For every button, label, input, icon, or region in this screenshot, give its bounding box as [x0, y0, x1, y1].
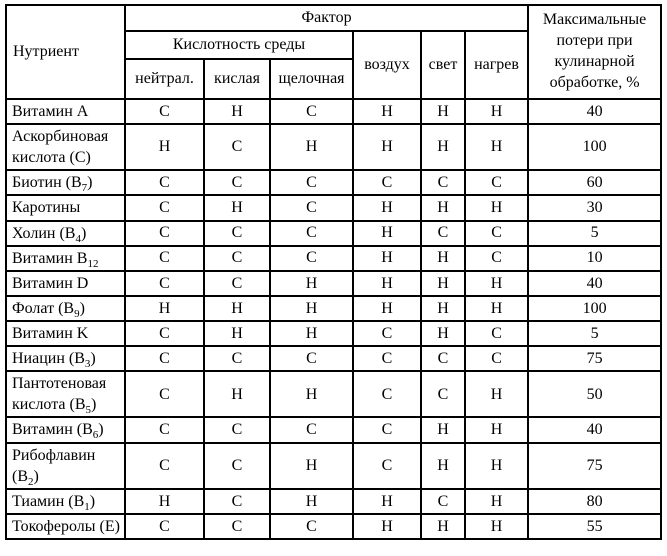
stability-value-cell: Н — [465, 99, 528, 124]
stability-value-cell: С — [353, 321, 421, 346]
stability-value-cell: С — [125, 195, 204, 220]
stability-value-cell: С — [421, 489, 465, 514]
nutrient-name-cell: Рибофлавин $(B_2)$ — [6, 443, 125, 489]
max-loss-value-cell: 80 — [528, 489, 661, 514]
stability-value-cell: С — [204, 246, 270, 271]
stability-value-cell: С — [204, 346, 270, 371]
stability-value-cell: Н — [421, 195, 465, 220]
nutrient-name-cell: Ниацин $(B_3)$ — [6, 346, 125, 371]
max-loss-value-cell: 5 — [528, 221, 661, 246]
stability-value-cell: Н — [270, 271, 353, 296]
max-loss-value-cell: 100 — [528, 296, 661, 321]
stability-value-cell: С — [465, 221, 528, 246]
table-row — [6, 514, 661, 539]
stability-value-cell: С — [421, 170, 465, 195]
nutrient-name-cell: Пантотеновая кислота $(B_5)$ — [6, 371, 125, 417]
stability-value-cell: С — [353, 346, 421, 371]
stability-value-cell: Н — [465, 443, 528, 489]
header-acidity-group: Кислотность среды — [125, 31, 353, 59]
stability-value-cell: Н — [204, 371, 270, 417]
stability-value-cell: Н — [353, 99, 421, 124]
stability-value-cell: Н — [421, 514, 465, 539]
stability-value-cell: С — [270, 99, 353, 124]
stability-value-cell: Н — [270, 321, 353, 346]
table-row — [6, 271, 661, 296]
stability-value-cell: Н — [204, 296, 270, 321]
table-row — [6, 371, 661, 417]
max-loss-value-cell: 40 — [528, 99, 661, 124]
max-loss-value-cell: 50 — [528, 371, 661, 417]
stability-value-cell: С — [204, 170, 270, 195]
stability-value-cell: Н — [125, 296, 204, 321]
stability-value-cell: С — [270, 246, 353, 271]
stability-value-cell: С — [270, 170, 353, 195]
stability-value-cell: С — [125, 346, 204, 371]
stability-value-cell: С — [125, 221, 204, 246]
header-nutrient: Нутриент — [6, 5, 125, 99]
stability-value-cell: С — [125, 246, 204, 271]
max-loss-value-cell: 75 — [528, 443, 661, 489]
stability-value-cell: Н — [421, 296, 465, 321]
stability-value-cell: С — [204, 489, 270, 514]
stability-value-cell: С — [125, 99, 204, 124]
stability-value-cell: Н — [421, 443, 465, 489]
max-loss-value-cell: 75 — [528, 346, 661, 371]
max-loss-value-cell: 5 — [528, 321, 661, 346]
stability-value-cell: Н — [421, 321, 465, 346]
stability-value-cell: С — [270, 195, 353, 220]
stability-value-cell: Н — [353, 246, 421, 271]
stability-value-cell: Н — [125, 124, 204, 170]
stability-value-cell: С — [465, 321, 528, 346]
stability-value-cell: С — [125, 371, 204, 417]
table-row — [6, 221, 661, 246]
stability-value-cell: С — [125, 170, 204, 195]
header-factor: Фактор — [125, 5, 528, 31]
header-heat: нагрев — [465, 31, 528, 99]
stability-value-cell: С — [270, 514, 353, 539]
stability-value-cell: С — [125, 514, 204, 539]
max-loss-value-cell: 55 — [528, 514, 661, 539]
stability-value-cell: Н — [204, 195, 270, 220]
table-row — [6, 346, 661, 371]
stability-value-cell: С — [204, 443, 270, 489]
nutrient-name-cell: Каротины — [6, 195, 125, 220]
header-alkaline: щелочная — [270, 59, 353, 99]
stability-value-cell: Н — [270, 489, 353, 514]
stability-value-cell: С — [353, 371, 421, 417]
table-row — [6, 99, 661, 124]
stability-value-cell: Н — [204, 321, 270, 346]
stability-value-cell: С — [353, 170, 421, 195]
table-row — [6, 489, 661, 514]
max-loss-value-cell: 40 — [528, 271, 661, 296]
stability-value-cell: С — [270, 221, 353, 246]
nutrient-name-cell: Токоферолы (E) — [6, 514, 125, 539]
stability-value-cell: С — [204, 271, 270, 296]
stability-value-cell: Н — [353, 221, 421, 246]
stability-value-cell: С — [125, 417, 204, 442]
max-loss-value-cell: 100 — [528, 124, 661, 170]
stability-value-cell: Н — [353, 489, 421, 514]
nutrient-name-cell: Аскорбиновая кислота (C) — [6, 124, 125, 170]
stability-value-cell: Н — [270, 443, 353, 489]
stability-value-cell: Н — [465, 271, 528, 296]
stability-value-cell: Н — [465, 417, 528, 442]
table-row — [6, 124, 661, 170]
stability-value-cell: С — [421, 346, 465, 371]
stability-value-cell: Н — [270, 371, 353, 417]
stability-value-cell: Н — [465, 514, 528, 539]
stability-value-cell: С — [465, 246, 528, 271]
header-max-loss: Максимальные потери при кулинарной обработке, % — [528, 5, 661, 99]
nutrient-name-cell: Витамин $(B_6)$ — [6, 417, 125, 442]
stability-value-cell: Н — [465, 371, 528, 417]
max-loss-value-cell: 10 — [528, 246, 661, 271]
nutrient-name-cell: Тиамин $(B_1)$ — [6, 489, 125, 514]
stability-value-cell: С — [465, 346, 528, 371]
stability-value-cell: Н — [353, 271, 421, 296]
stability-value-cell: Н — [465, 489, 528, 514]
stability-value-cell: Н — [353, 514, 421, 539]
max-loss-value-cell: 60 — [528, 170, 661, 195]
stability-value-cell: С — [204, 514, 270, 539]
nutrient-name-cell: Холин $(B_4)$ — [6, 221, 125, 246]
table-row — [6, 170, 661, 195]
stability-value-cell: Н — [270, 124, 353, 170]
max-loss-value-cell: 30 — [528, 195, 661, 220]
stability-value-cell: Н — [353, 124, 421, 170]
stability-value-cell: С — [270, 346, 353, 371]
max-loss-value-cell: 40 — [528, 417, 661, 442]
stability-value-cell: Н — [421, 417, 465, 442]
nutrient-name-cell: Биотин $(B_7)$ — [6, 170, 125, 195]
stability-value-cell: С — [204, 124, 270, 170]
header-light: свет — [421, 31, 465, 99]
stability-value-cell: Н — [421, 246, 465, 271]
stability-value-cell: С — [353, 443, 421, 489]
stability-value-cell: Н — [204, 99, 270, 124]
table-row — [6, 443, 661, 489]
table-row — [6, 296, 661, 321]
nutrient-name-cell: Витамин $B_{12}$ — [6, 246, 125, 271]
stability-value-cell: Н — [465, 124, 528, 170]
stability-value-cell: Н — [125, 489, 204, 514]
nutrient-name-cell: Витамин K — [6, 321, 125, 346]
nutrient-factors-table — [5, 4, 662, 540]
stability-value-cell: С — [204, 221, 270, 246]
table-row — [6, 246, 661, 271]
header-acidic: кислая — [204, 59, 270, 99]
stability-value-cell: С — [125, 321, 204, 346]
header-air: воздух — [353, 31, 421, 99]
table-row — [6, 417, 661, 442]
header-row-factor — [6, 5, 661, 31]
stability-value-cell: С — [125, 271, 204, 296]
table-row — [6, 195, 661, 220]
table-row — [6, 321, 661, 346]
table-header — [6, 5, 661, 99]
stability-value-cell: Н — [421, 124, 465, 170]
header-neutral: нейтрал. — [125, 59, 204, 99]
stability-value-cell: С — [270, 417, 353, 442]
stability-value-cell: Н — [353, 296, 421, 321]
stability-value-cell: Н — [421, 99, 465, 124]
nutrient-name-cell: Витамин A — [6, 99, 125, 124]
stability-value-cell: Н — [421, 271, 465, 296]
stability-value-cell: Н — [270, 296, 353, 321]
table-body — [6, 99, 661, 539]
stability-value-cell: Н — [465, 296, 528, 321]
stability-value-cell: С — [353, 417, 421, 442]
stability-value-cell: С — [421, 371, 465, 417]
stability-value-cell: Н — [465, 195, 528, 220]
stability-value-cell: С — [204, 417, 270, 442]
nutrient-name-cell: Витамин D — [6, 271, 125, 296]
stability-value-cell: С — [465, 170, 528, 195]
stability-value-cell: Н — [353, 195, 421, 220]
stability-value-cell: С — [125, 443, 204, 489]
stability-value-cell: С — [421, 221, 465, 246]
nutrient-name-cell: Фолат $(B_9)$ — [6, 296, 125, 321]
